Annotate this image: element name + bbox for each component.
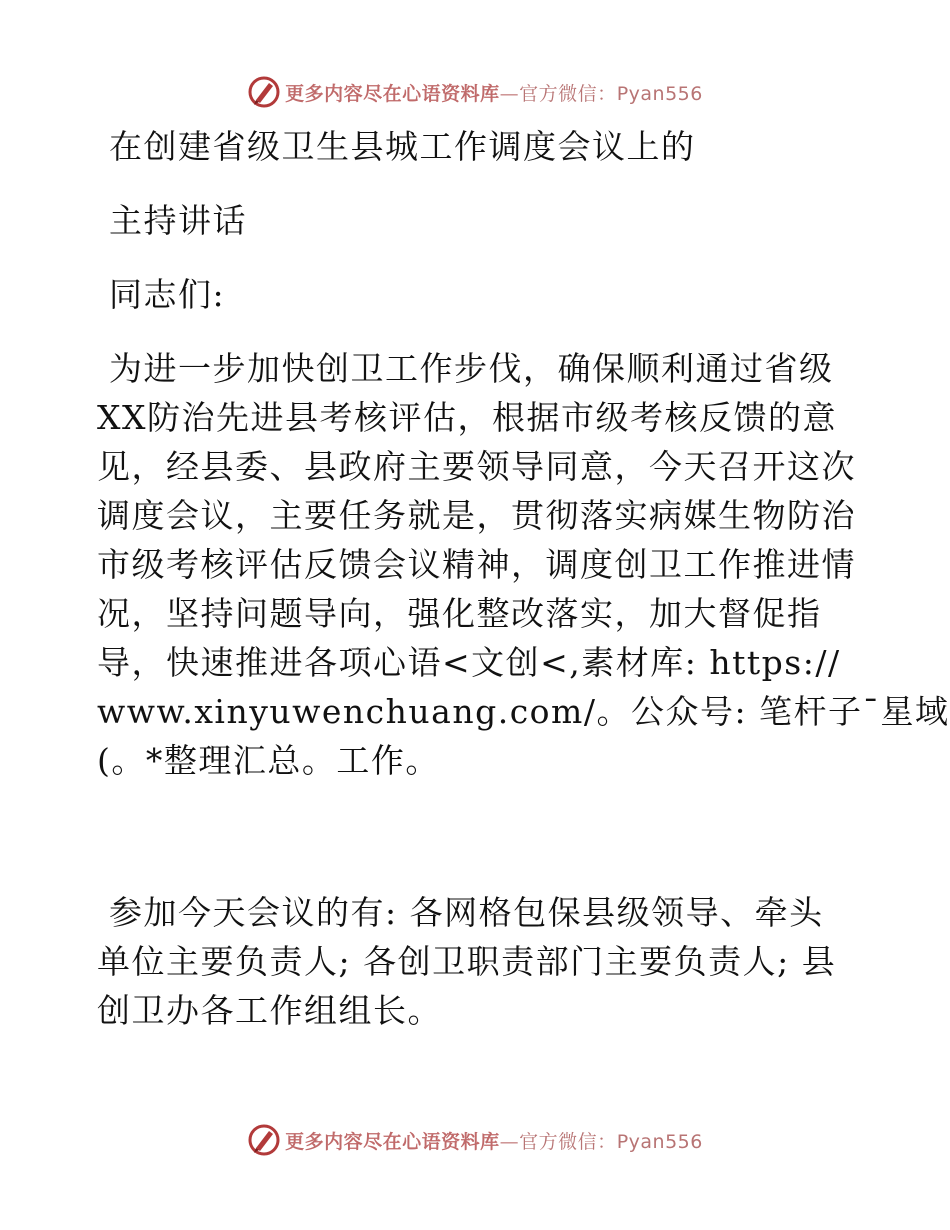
title-line-1: 在创建省级卫生县城工作调度会议上的 [109,127,696,166]
paragraph-line: 见，经县委、县政府主要领导同意，今天召开这次 [97,447,856,486]
title-block [97,122,857,171]
banner-text: 更多内容尽在心语资料库—官方微信：Pyan556 [285,1130,703,1153]
footer-banner [0,1120,950,1160]
paragraph-line: (。*整理汇总。工作。 [97,741,440,780]
paragraph-line: 况，坚持问题导向，强化整改落实，加大督促指 [97,594,822,633]
paragraph-line: XX防治先进县考核评估，根据市级考核反馈的意 [97,398,837,437]
pen-logo-icon [247,75,281,109]
title-line-2: 主持讲话 [109,201,247,240]
paragraph-1 [97,344,950,785]
paragraph-line: 参加今天会议的有: 各网格包保县级领导、牵头 [109,893,824,932]
pen-logo-icon [247,1123,281,1157]
greeting: 同志们: [109,275,226,314]
paragraph-line: 为进一步加快创卫工作步伐，确保顺利通过省级 [109,349,834,388]
paragraph-2 [97,888,857,1035]
paragraph-line: 单位主要负责人; 各创卫职责部门主要负责人; 县 [97,942,837,981]
paragraph-line: 调度会议，主要任务就是，贯彻落实病媒生物防治 [97,496,856,535]
title-block-2 [97,196,857,245]
header-banner [0,72,950,112]
paragraph-line: 导，快速推进各项心语<文创<,素材库: https:// [97,643,841,682]
banner-text: 更多内容尽在心语资料库—官方微信：Pyan556 [285,82,703,105]
paragraph-line: www.xinyuwenchuang.com/。公众号: 笔杆子¯星域 [97,692,950,731]
paragraph-line: 创卫办各工作组组长。 [97,991,442,1030]
paragraph-line: 市级考核评估反馈会议精神，调度创卫工作推进情 [97,545,856,584]
